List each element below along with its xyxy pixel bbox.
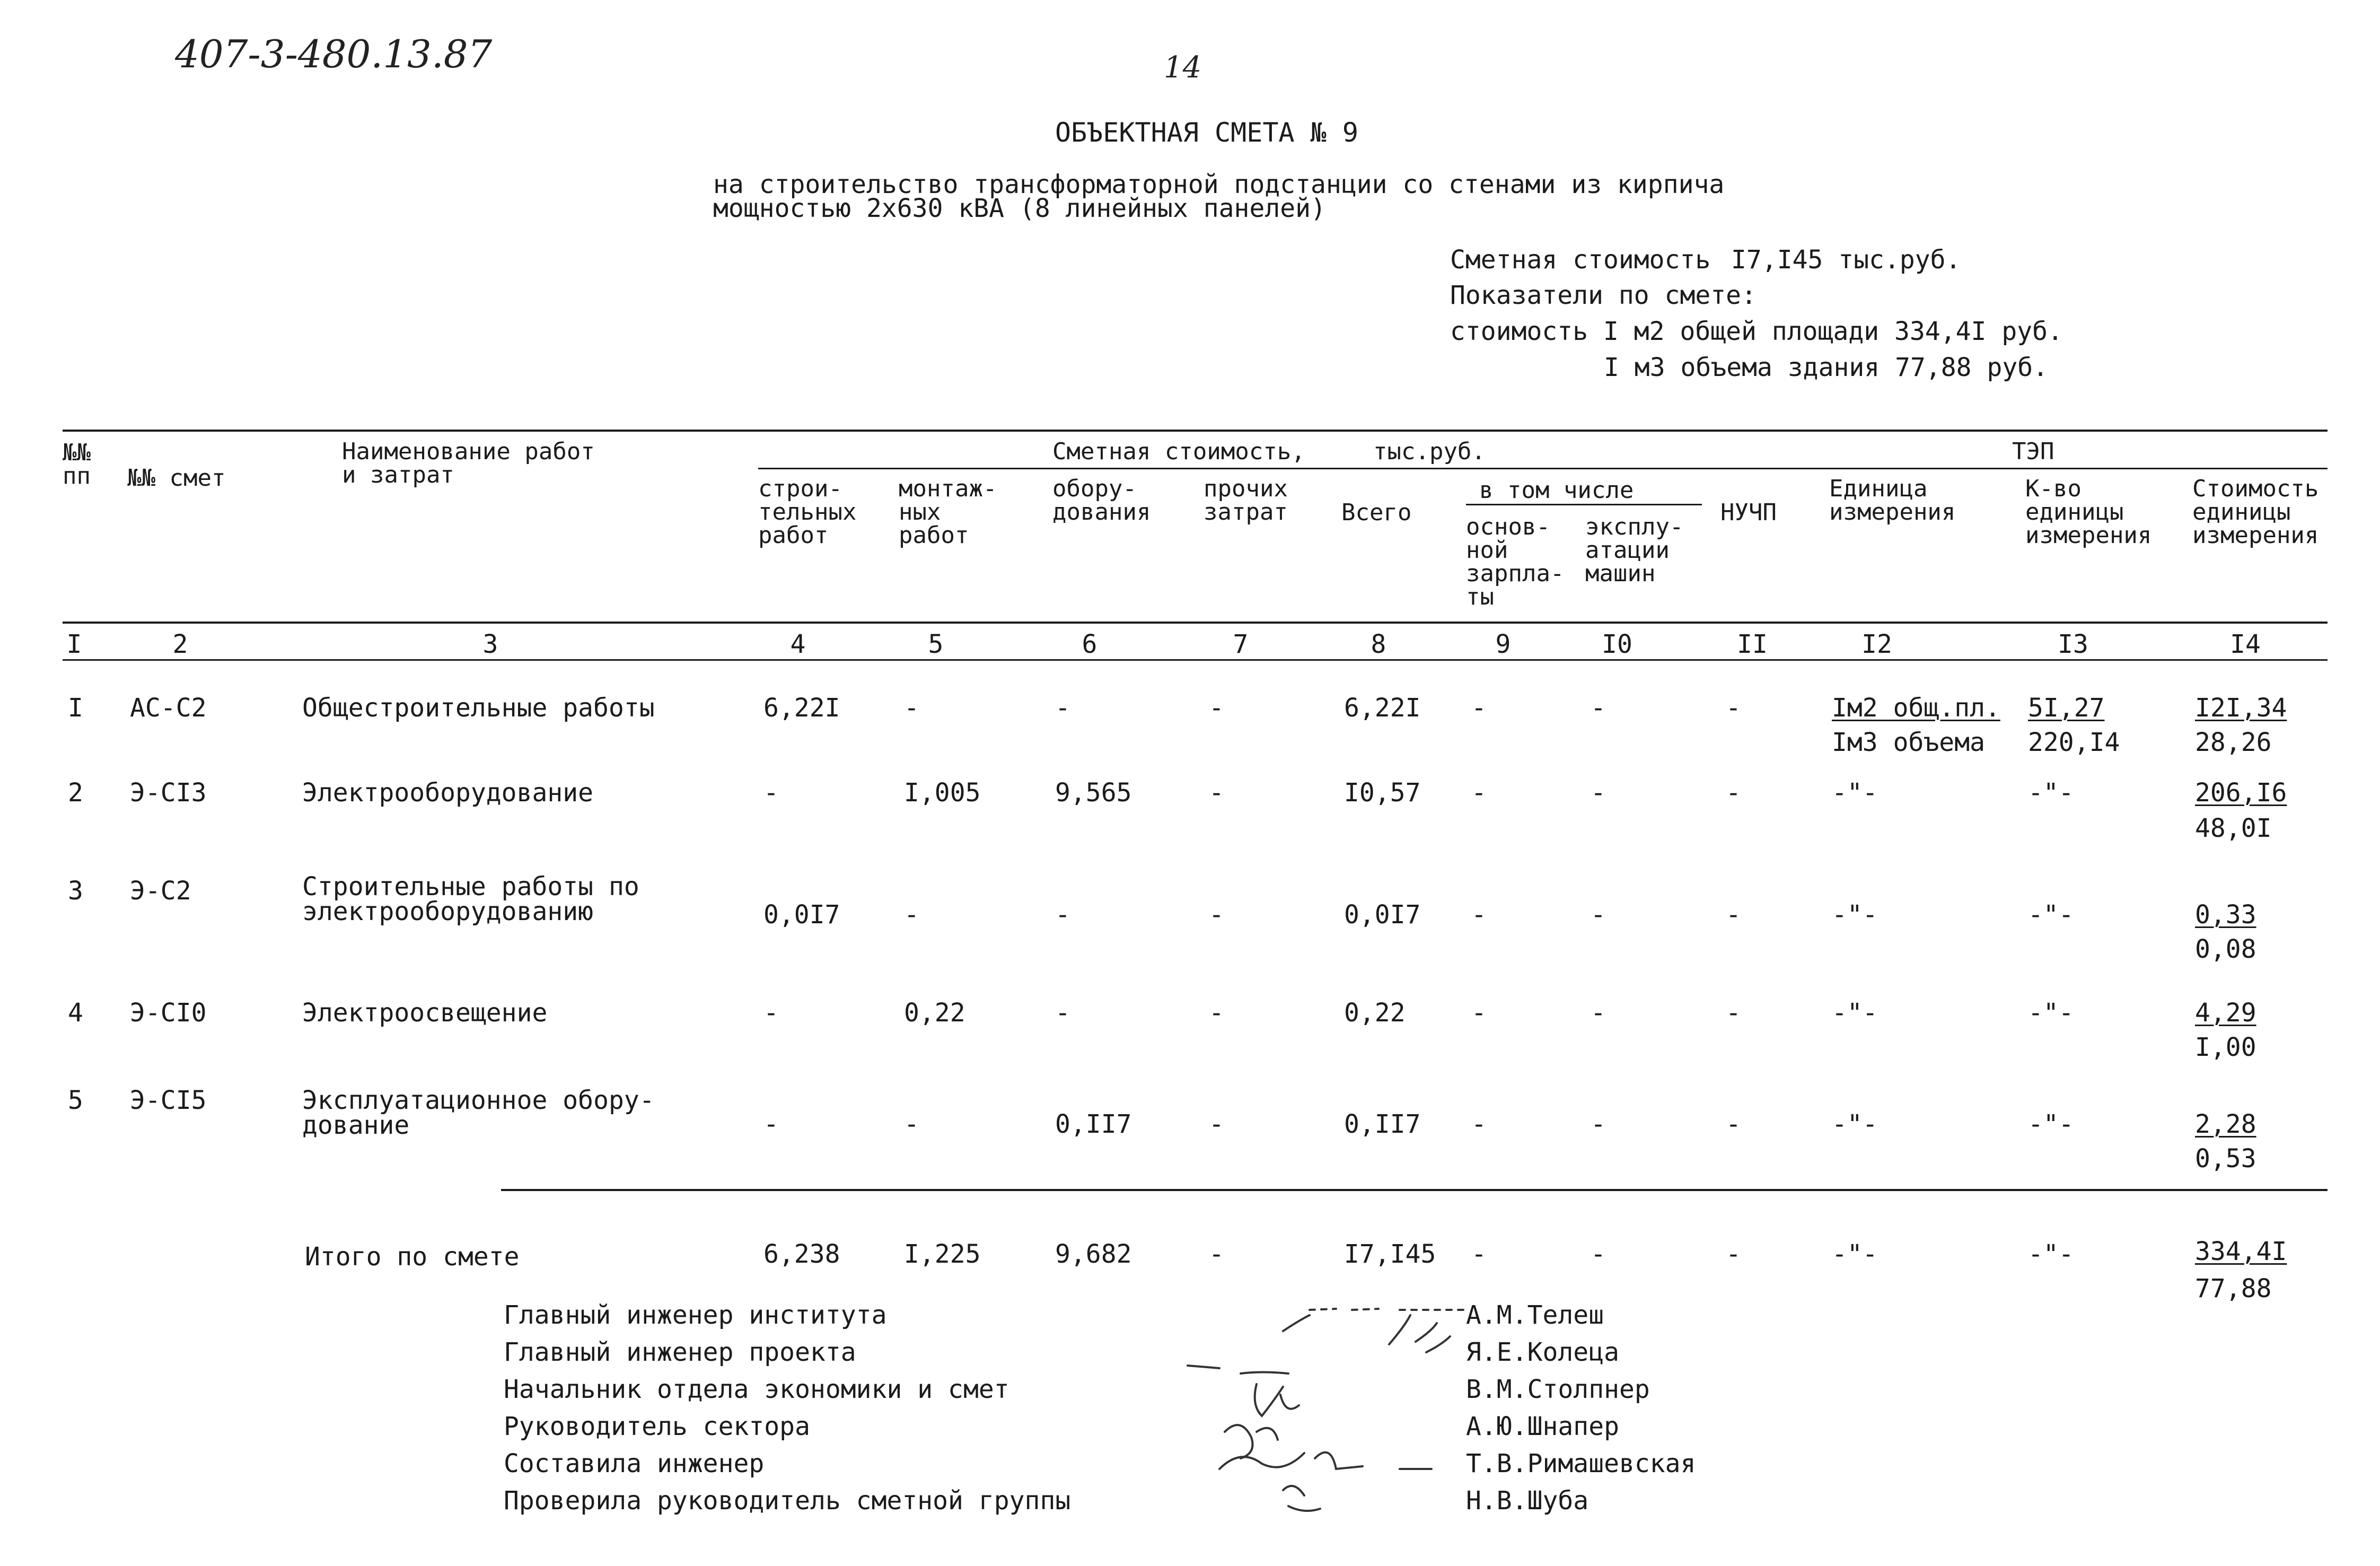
row-cost-secondary: 0,53 (2195, 1144, 2256, 1174)
row-vsego: 0,0I7 (1344, 900, 1421, 930)
row-stroit: - (763, 998, 779, 1028)
total-oborud: 9,682 (1055, 1239, 1132, 1269)
header-bottom-rule (63, 622, 2328, 624)
header-cost-group: Сметная стоимость, (1052, 438, 1305, 465)
row-ekspl: - (1591, 693, 1606, 723)
row-prochih: - (1209, 900, 1224, 930)
estimated-cost-value: I7,I45 тыс.руб. (1731, 245, 1961, 275)
signatory-name: Н.В.Шуба (1466, 1486, 1589, 1516)
row-stroit: 6,22I (763, 693, 840, 723)
including-rule (1466, 504, 1702, 505)
header-nuchp: НУЧП (1720, 499, 1777, 526)
signatory-name: В.М.Столпнер (1466, 1375, 1650, 1404)
total-prochih: - (1209, 1239, 1224, 1269)
row-smeta: Э-СI3 (130, 778, 207, 808)
row-number: 2 (68, 778, 83, 808)
row-number: I (68, 693, 83, 723)
row-montazh: - (904, 900, 919, 930)
header-prochih: прочих затрат (1204, 475, 1288, 526)
row-unit-primary: Iм2 общ.пл. (1832, 693, 2000, 723)
row-name: Строительные работы по (302, 872, 639, 902)
row-ekspl: - (1591, 998, 1606, 1028)
total-label: Итого по смете (305, 1242, 520, 1272)
row-prochih: - (1209, 693, 1224, 723)
row-name: Электроосвещение (302, 998, 548, 1028)
signatory-name: Я.Е.Колеца (1466, 1337, 1619, 1367)
header-qty: К-во единицы измерения (2025, 475, 2152, 549)
row-cost-secondary: 48,0I (2195, 813, 2272, 843)
col-number: 4 (790, 629, 806, 659)
row-nuchp: - (1726, 778, 1741, 808)
row-vsego: 6,22I (1344, 693, 1421, 723)
row-ekspl: - (1591, 778, 1606, 808)
row-nuchp: - (1726, 900, 1741, 930)
row-vsego: 0,22 (1344, 998, 1406, 1028)
row-montazh: - (904, 693, 919, 723)
row-number: 3 (68, 876, 83, 906)
row-oborud: - (1055, 998, 1070, 1028)
row-nuchp: - (1726, 1109, 1741, 1139)
row-prochih: - (1209, 1109, 1224, 1139)
indicators-label: Показатели по смете: (1450, 281, 1757, 310)
row-name: Электрооборудование (302, 778, 594, 808)
row-montazh: 0,22 (904, 998, 965, 1028)
total-cost-primary: 334,4I (2195, 1237, 2287, 1266)
col-number: 9 (1495, 629, 1511, 659)
col-number-rule (63, 659, 2328, 661)
row-cost-primary: 0,33 (2195, 900, 2256, 930)
row-name-continued: дование (302, 1110, 410, 1140)
table-top-rule (63, 430, 2328, 432)
total-vsego: I7,I45 (1344, 1239, 1436, 1269)
row-unit-primary: -"- (1832, 900, 1878, 930)
header-num: №№ пп (63, 439, 91, 489)
row-unit-secondary: Iм3 объема (1832, 728, 1985, 757)
row-cost-primary: 4,29 (2195, 998, 2256, 1028)
row-name-continued: электрооборудованию (302, 897, 594, 926)
signatory-role: Главный инженер института (504, 1300, 887, 1330)
col-number: II (1737, 629, 1768, 659)
row-zarplata: - (1471, 998, 1487, 1028)
header-vsego: Всего (1341, 499, 1412, 526)
row-cost-secondary: 28,26 (2195, 728, 2272, 757)
header-stroit: строи- тельных работ (758, 475, 857, 549)
row-zarplata: - (1471, 778, 1487, 808)
row-zarplata: - (1471, 693, 1487, 723)
document-code: 407-3-480.13.87 (175, 32, 493, 76)
row-qty-primary: -"- (2028, 900, 2074, 930)
row-unit-primary: -"- (1832, 998, 1878, 1028)
signatory-name: А.М.Телеш (1466, 1300, 1604, 1330)
header-montazh: монтаж- ных работ (899, 475, 997, 549)
header-unit: Единица измерения (1829, 475, 1956, 526)
row-unit-primary: -"- (1832, 778, 1878, 808)
header-tep: ТЭП (2012, 438, 2054, 465)
page-number: 14 (1164, 50, 1202, 85)
row-number: 4 (68, 998, 83, 1028)
row-oborud: - (1055, 693, 1070, 723)
row-prochih: - (1209, 998, 1224, 1028)
row-smeta: Э-СI5 (130, 1086, 207, 1115)
signatory-name: А.Ю.Шнапер (1466, 1412, 1619, 1441)
subtitle-line-2: мощностью 2х630 кВА (8 линейных панелей) (713, 194, 1326, 223)
row-unit-primary: -"- (1832, 1109, 1878, 1139)
total-stroit: 6,238 (763, 1239, 840, 1269)
header-cost-unit: тыс.руб. (1373, 438, 1486, 465)
total-zarplata: - (1471, 1239, 1487, 1269)
col-number: 3 (482, 629, 498, 659)
row-qty-primary: -"- (2028, 1109, 2074, 1139)
row-zarplata: - (1471, 1109, 1487, 1139)
row-stroit: - (763, 778, 779, 808)
total-montazh: I,225 (904, 1239, 981, 1269)
handwritten-signatures (1177, 1294, 1474, 1527)
signatory-role: Составила инженер (504, 1449, 765, 1478)
row-montazh: - (904, 1109, 919, 1139)
col-number: 8 (1371, 629, 1386, 659)
row-stroit: - (763, 1109, 779, 1139)
row-ekspl: - (1591, 900, 1606, 930)
header-oborud: обору- дования (1052, 475, 1151, 526)
row-name: Общестроительные работы (302, 693, 655, 723)
row-nuchp: - (1726, 998, 1741, 1028)
row-oborud: 9,565 (1055, 778, 1132, 808)
header-zarplata: основ- ной зарпла- ты (1466, 513, 1565, 610)
row-cost-primary: 206,I6 (2195, 778, 2287, 808)
row-vsego: I0,57 (1344, 778, 1421, 808)
row-zarplata: - (1471, 900, 1487, 930)
row-prochih: - (1209, 778, 1224, 808)
header-including: в том числе (1479, 477, 1634, 504)
header-unit-cost: Стоимость единицы измерения (2192, 475, 2319, 549)
row-smeta: Э-С2 (130, 876, 191, 906)
estimated-cost-label: Сметная стоимость (1450, 245, 1711, 275)
cost-per-m2: стоимость I м2 общей площади 334,4I руб. (1450, 317, 2063, 346)
col-number: I3 (2058, 629, 2088, 659)
col-number: I4 (2230, 629, 2261, 659)
row-name: Эксплуатационное обору- (302, 1086, 655, 1115)
col-number: I0 (1602, 629, 1632, 659)
signatory-role: Главный инженер проекта (504, 1337, 856, 1367)
row-oborud: 0,II7 (1055, 1109, 1132, 1139)
row-oborud: - (1055, 900, 1070, 930)
total-qty: -"- (2028, 1239, 2074, 1269)
row-nuchp: - (1726, 693, 1741, 723)
row-stroit: 0,0I7 (763, 900, 840, 930)
row-cost-primary: 2,28 (2195, 1109, 2256, 1139)
total-ekspl: - (1591, 1239, 1606, 1269)
row-qty-primary: -"- (2028, 778, 2074, 808)
col-number: I2 (1861, 629, 1892, 659)
col-number: 6 (1082, 629, 1097, 659)
header-ekspl: эксплу- атации машин (1585, 513, 1684, 587)
header-name: Наименование работ и затрат (342, 438, 595, 488)
row-vsego: 0,II7 (1344, 1109, 1421, 1139)
row-montazh: I,005 (904, 778, 981, 808)
row-cost-primary: I2I,34 (2195, 693, 2287, 723)
total-unit: -"- (1832, 1239, 1878, 1269)
signatory-role: Руководитель сектора (504, 1412, 810, 1441)
row-qty-primary: 5I,27 (2028, 693, 2105, 723)
cost-group-rule (758, 468, 2328, 469)
col-number: 2 (172, 629, 188, 659)
signatory-role: Проверила руководитель сметной группы (504, 1486, 1071, 1516)
total-rule (501, 1189, 2328, 1191)
row-qty-primary: -"- (2028, 998, 2074, 1028)
signatory-role: Начальник отдела экономики и смет (504, 1375, 1009, 1404)
page-title: ОБЪЕКТНАЯ СМЕТА № 9 (1055, 117, 1358, 148)
row-qty-secondary: 220,I4 (2028, 728, 2120, 757)
row-cost-secondary: 0,08 (2195, 934, 2256, 964)
col-number: 5 (928, 629, 944, 659)
total-nuchp: - (1726, 1239, 1741, 1269)
signatory-name: Т.В.Римашевская (1466, 1449, 1696, 1478)
row-number: 5 (68, 1086, 83, 1115)
header-smet: №№ смет (127, 465, 226, 492)
cost-per-m3: I м3 объема здания 77,88 руб. (1604, 353, 2049, 382)
col-number: 7 (1233, 629, 1249, 659)
row-ekspl: - (1591, 1109, 1606, 1139)
row-cost-secondary: I,00 (2195, 1033, 2256, 1062)
row-smeta: Э-СI0 (130, 998, 207, 1028)
col-number: I (66, 629, 82, 659)
subtitle-line-1: на строительство трансформаторной подстанции со стенами из кирпича (713, 170, 1725, 199)
total-cost-secondary: 77,88 (2195, 1274, 2272, 1303)
row-smeta: АС-С2 (130, 693, 207, 723)
